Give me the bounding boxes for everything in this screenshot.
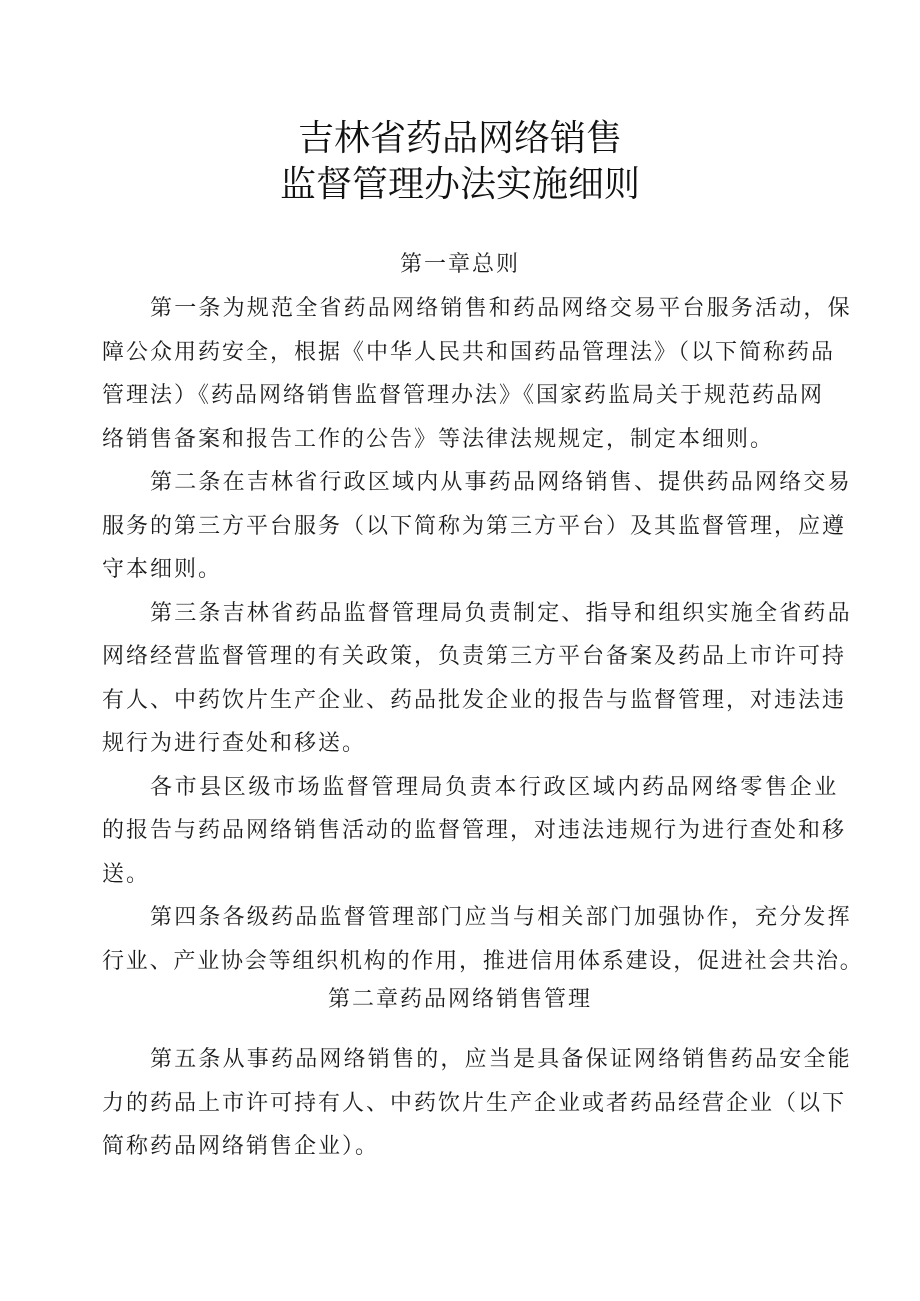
article-3b-line: 各市县区级市场监督管理局负责本行政区域内药品网络零售企业 bbox=[150, 775, 839, 800]
article-4-line: 行业、产业协会等组织机构的作用，推进信用体系建设，促进社会共治。 bbox=[102, 949, 864, 974]
document-title-line-1: 吉林省药品网络销售 bbox=[297, 118, 622, 159]
article-4-line: 第四条各级药品监督管理部门应当与相关部门加强协作，充分发挥 bbox=[150, 905, 852, 930]
article-1-line: 络销售备案和报告工作的公告》等法律法规规定，制定本细则。 bbox=[102, 427, 775, 452]
document-title-line-2: 监督管理办法实施细则 bbox=[279, 164, 640, 205]
article-2-line: 第二条在吉林省行政区域内从事药品网络销售、提供药品网络交易 bbox=[150, 470, 852, 495]
article-2-line: 守本细则。 bbox=[102, 557, 223, 582]
chapter-2-heading: 第二章药品网络销售管理 bbox=[327, 987, 592, 1012]
article-3-line: 第三条吉林省药品监督管理局负责制定、指导和组织实施全省药品 bbox=[150, 601, 852, 626]
article-3b-line: 送。 bbox=[102, 862, 151, 887]
article-3-line: 规行为进行查处和移送。 bbox=[102, 731, 367, 756]
article-2-line: 服务的第三方平台服务（以下简称为第三方平台）及其监督管理，应遵 bbox=[102, 514, 847, 539]
article-3-line: 网络经营监督管理的有关政策，负责第三方平台备案及药品上市许可持 bbox=[102, 644, 847, 669]
article-3b-line: 的报告与药品网络销售活动的监督管理，对违法违规行为进行查处和移 bbox=[102, 818, 847, 843]
article-5-line: 第五条从事药品网络销售的，应当是具备保证网络销售药品安全能 bbox=[150, 1047, 852, 1072]
article-5-line: 力的药品上市许可持有人、中药饮片生产企业或者药品经营企业（以下 bbox=[102, 1091, 847, 1116]
article-5-line: 简称药品网络销售企业）。 bbox=[102, 1134, 380, 1159]
article-1-line: 障公众用药安全，根据《中华人民共和国药品管理法》（以下简称药品 bbox=[102, 340, 836, 365]
article-1-line: 管理法）《药品网络销售监督管理办法》《国家药监局关于规范药品网 bbox=[102, 383, 825, 408]
chapter-1-heading: 第一章总则 bbox=[399, 252, 520, 277]
article-3-line: 有人、中药饮片生产企业、药品批发企业的报告与监督管理，对违法违 bbox=[102, 688, 847, 713]
article-1-line: 第一条为规范全省药品网络销售和药品网络交易平台服务活动，保 bbox=[150, 296, 852, 321]
